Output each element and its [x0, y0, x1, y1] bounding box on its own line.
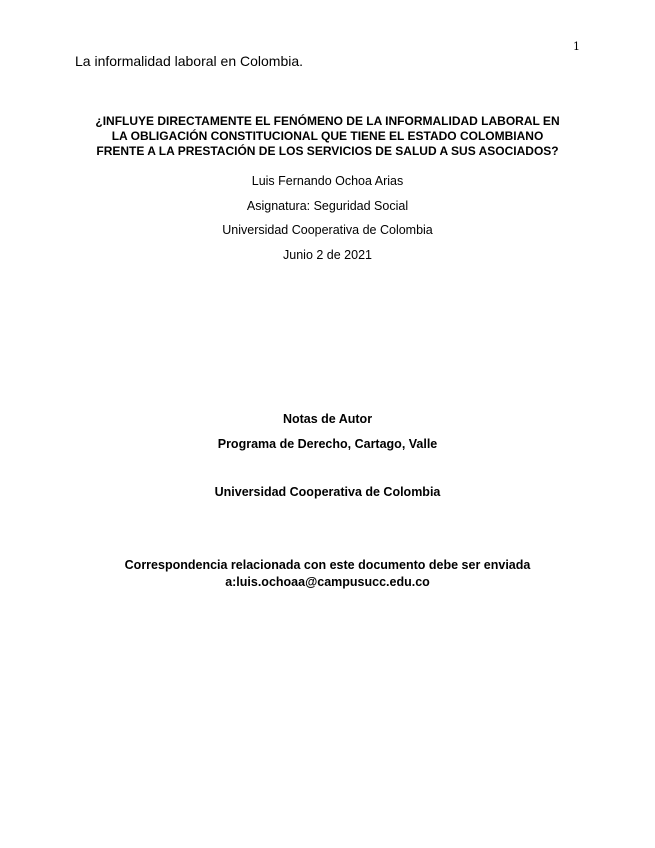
correspondence-email: a:luis.ochoaa@campusucc.edu.co	[225, 575, 430, 589]
correspondence-line: Correspondencia relacionada con este documento debe ser enviada	[124, 558, 531, 572]
author-name: Luis Fernando Ochoa Arias	[251, 174, 404, 188]
page-number: 1	[573, 40, 580, 53]
author-notes-heading: Notas de Autor	[282, 412, 373, 426]
document-title	[60, 114, 595, 159]
title-line: FRENTE A LA PRESTACIÓN DE LOS SERVICIOS DE SALUD A SUS ASOCIADOS?	[96, 144, 559, 158]
running-head: La informalidad laboral en Colombia.	[75, 53, 304, 69]
document-date: Junio 2 de 2021	[283, 248, 372, 262]
title-line: ¿INFLUYE DIRECTAMENTE EL FENÓMENO DE LA INFORMALIDAD LABORAL EN	[95, 114, 560, 128]
title-line: LA OBLIGACIÓN CONSTITUCIONAL QUE TIENE EL ESTADO COLOMBIANO	[111, 129, 544, 143]
author-notes-university: Universidad Cooperativa de Colombia	[214, 485, 441, 499]
author-notes-program: Programa de Derecho, Cartago, Valle	[217, 437, 438, 451]
institution-name: Universidad Cooperativa de Colombia	[222, 223, 433, 237]
course-name: Asignatura: Seguridad Social	[246, 199, 409, 213]
